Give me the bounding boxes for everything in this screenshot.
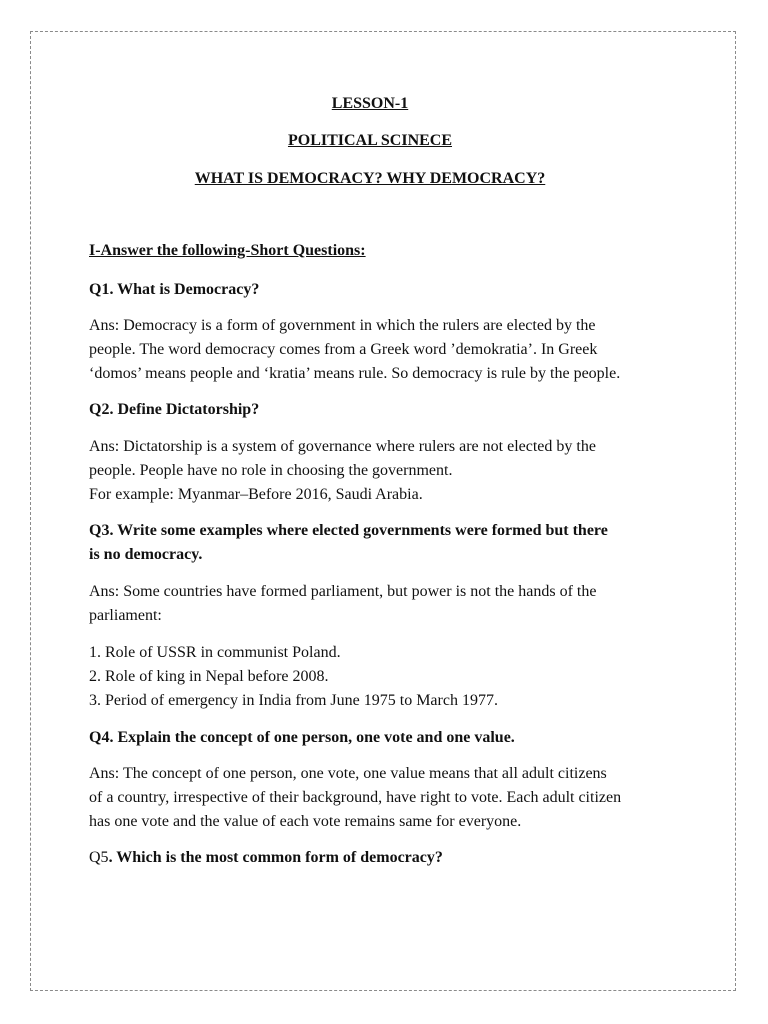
answer-2-line: people. People have no role in choosing the government. — [89, 462, 453, 479]
answer-2 — [89, 435, 689, 507]
answer-4 — [89, 762, 689, 834]
answer-3 — [89, 580, 689, 628]
list-item: 3. Period of emergency in India from June 1975 to March 1977. — [89, 692, 498, 709]
answer-4-line: Ans: The concept of one person, one vote, one value means that all adult citizens — [89, 765, 607, 782]
answer-2-line: Ans: Dictatorship is a system of governance where rulers are not elected by the — [89, 438, 596, 455]
answer-1-line: people. The word democracy comes from a Greek word ’demokratia’. In Greek — [89, 341, 598, 358]
question-4: Q4. Explain the concept of one person, one vote and one value. — [89, 729, 515, 746]
answer-1 — [89, 314, 689, 386]
question-3-line: is no democracy. — [89, 546, 203, 563]
answer-3-line: Ans: Some countries have formed parliament, but power is not the hands of the — [89, 583, 597, 600]
question-1: Q1. What is Democracy? — [89, 281, 260, 298]
answer-3-list — [89, 641, 689, 713]
section-heading: I-Answer the following-Short Questions: — [89, 242, 366, 259]
answer-3-line: parliament: — [89, 607, 162, 624]
subject-title: POLITICAL SCINECE — [287, 132, 453, 149]
question-3 — [89, 519, 689, 567]
topic-title: WHAT IS DEMOCRACY? WHY DEMOCRACY? — [194, 170, 546, 187]
list-item: 2. Role of king in Nepal before 2008. — [89, 668, 329, 685]
lesson-title: LESSON-1 — [331, 95, 409, 112]
list-item: 1. Role of USSR in communist Poland. — [89, 644, 341, 661]
question-5 — [89, 846, 689, 870]
answer-1-line: Ans: Democracy is a form of government in which the rulers are elected by the — [89, 317, 596, 334]
answer-4-line: has one vote and the value of each vote remains same for everyone. — [89, 813, 522, 830]
answer-1-line: ‘domos’ means people and ‘kratia’ means rule. So democracy is rule by the people. — [89, 365, 621, 382]
question-5-number: Q5 — [89, 849, 109, 866]
answer-4-line: of a country, irrespective of their background, have right to vote. Each adult citizen — [89, 789, 622, 806]
question-5-text: . Which is the most common form of democracy? — [108, 849, 443, 866]
answer-2-line: For example: Myanmar–Before 2016, Saudi Arabia. — [89, 486, 423, 503]
question-2: Q2. Define Dictatorship? — [89, 401, 260, 418]
question-3-line: Q3. Write some examples where elected governments were formed but there — [89, 522, 608, 539]
